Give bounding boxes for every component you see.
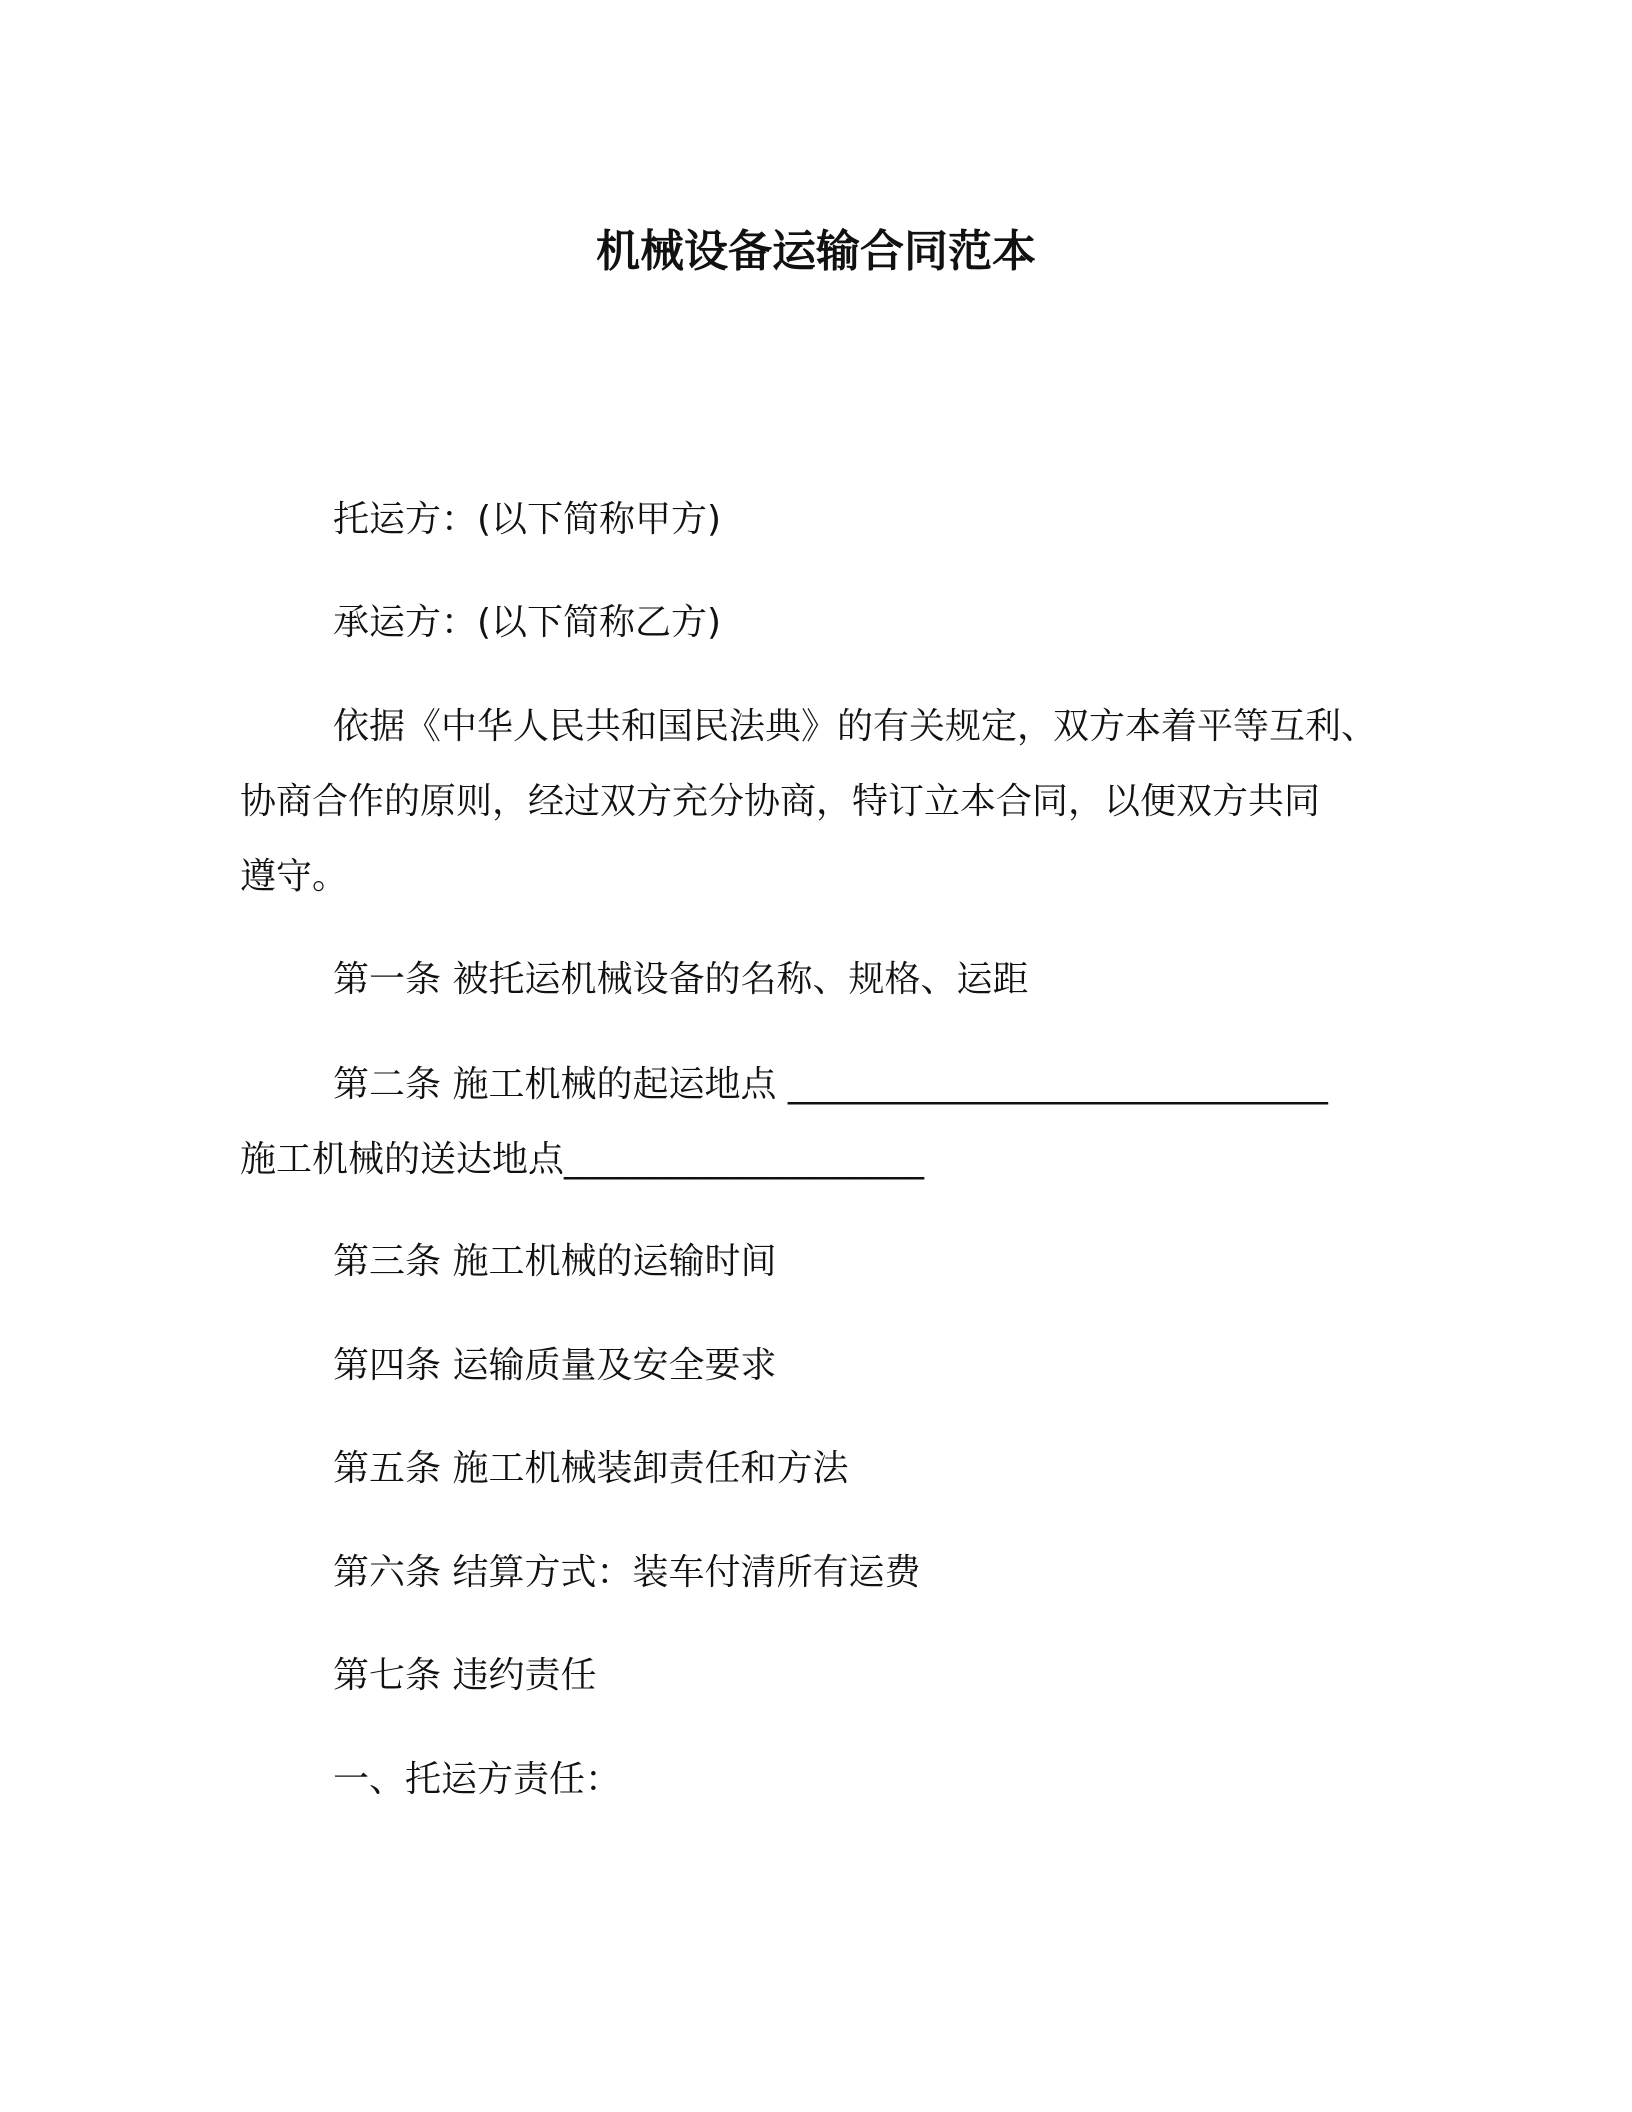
- preamble-line-3: 遵守。: [240, 856, 349, 897]
- shipper-liability-heading: 一、托运方责任：: [333, 1759, 622, 1800]
- article-4: 第四条 运输质量及安全要求: [333, 1345, 777, 1386]
- article-5: 第五条 施工机械装卸责任和方法: [333, 1448, 849, 1489]
- document-title: 机械设备运输合同范本: [596, 226, 1036, 277]
- article-6: 第六条 结算方式：装车付清所有运费: [333, 1552, 921, 1593]
- article-2-destination: 施工机械的送达地点____________________: [240, 1139, 925, 1180]
- article-7: 第七条 违约责任: [333, 1655, 597, 1696]
- shipper-line: 托运方：(以下简称甲方): [333, 499, 722, 540]
- carrier-line: 承运方：(以下简称乙方): [333, 602, 722, 643]
- preamble-line-1: 依据《中华人民共和国民法典》的有关规定，双方本着平等互利、: [333, 706, 1378, 747]
- article-1: 第一条 被托运机械设备的名称、规格、运距: [333, 959, 1029, 1000]
- preamble-line-2: 协商合作的原则，经过双方充分协商，特订立本合同，以便双方共同: [240, 781, 1321, 822]
- article-3: 第三条 施工机械的运输时间: [333, 1241, 777, 1282]
- article-2-origin: 第二条 施工机械的起运地点 ______________________________: [333, 1064, 1328, 1105]
